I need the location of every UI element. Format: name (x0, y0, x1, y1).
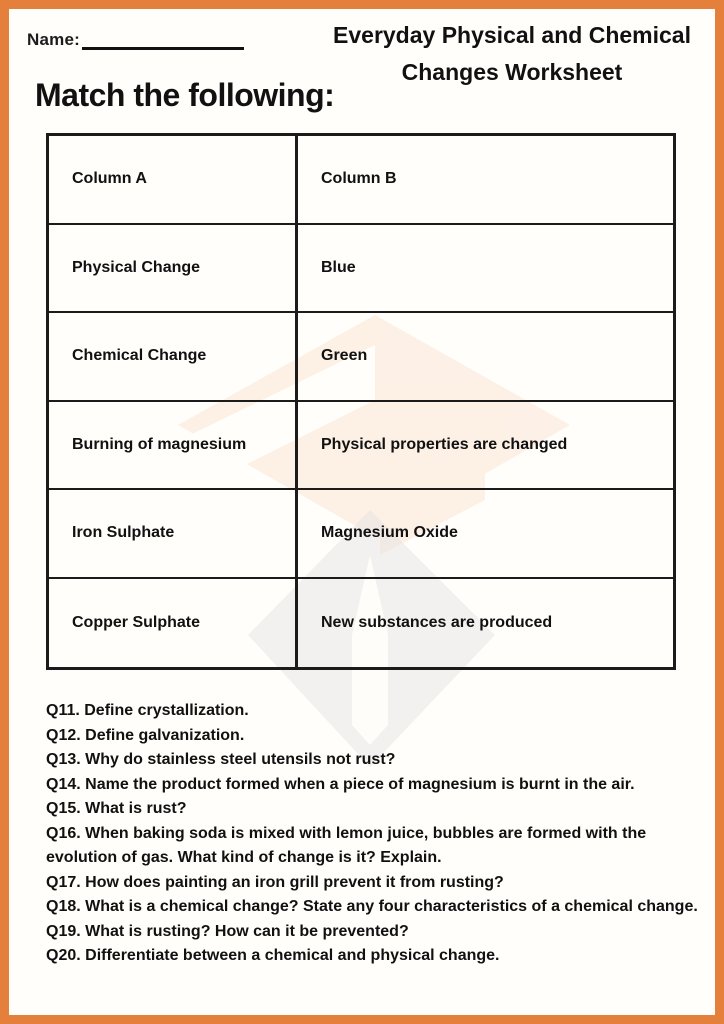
question-item: Q19. What is rusting? How can it be prevented? (46, 922, 409, 940)
table-cell-b3: Physical properties are changed (298, 402, 673, 491)
page-title: Everyday Physical and Chemical Changes Worksheet (333, 22, 691, 85)
table-cell-a1: Physical Change (49, 225, 298, 314)
question-item: Q12. Define galvanization. (46, 726, 245, 744)
question-item: Q16. When baking soda is mixed with lemon juice, bubbles are formed with the evolution of gas. What kind of change is it? Explain. (46, 824, 647, 866)
questions-list (46, 699, 701, 969)
table-cell-b5: New substances are produced (321, 613, 553, 631)
question-item: Q13. Why do stainless steel utensils not rust? (46, 751, 396, 768)
table-cell-a5: Copper Sulphate (49, 579, 298, 668)
section-heading: Match the following: (35, 77, 335, 113)
match-table (46, 133, 676, 670)
name-label: Name: (27, 30, 80, 49)
question-item: Q14. Name the product formed when a piece of magnesium is burnt in the air. (46, 775, 635, 793)
question-item: Q15. What is rust? (46, 800, 187, 817)
question-item: Q20. Differentiate between a chemical and physical change. (46, 947, 500, 964)
question-item: Q18. What is a chemical change? State any four characteristics of a chemical change. (46, 898, 698, 915)
table-cell-a3: Burning of magnesium (49, 402, 298, 491)
question-item: Q11. Define crystallization. (46, 702, 249, 719)
name-fill-in-line[interactable] (82, 29, 244, 50)
table-cell-a2: Chemical Change (49, 313, 298, 402)
table-cell-b1: Blue (298, 225, 673, 314)
table-cell-a4: Iron Sulphate (49, 490, 298, 579)
table-cell-b2: Green (298, 313, 673, 402)
table-header-column-b: Column B (298, 136, 673, 225)
table-header-column-a: Column A (49, 136, 298, 225)
question-item: Q17. How does painting an iron grill prevent it from rusting? (46, 873, 504, 891)
table-cell-b4: Magnesium Oxide (298, 490, 673, 579)
name-row (27, 29, 244, 50)
